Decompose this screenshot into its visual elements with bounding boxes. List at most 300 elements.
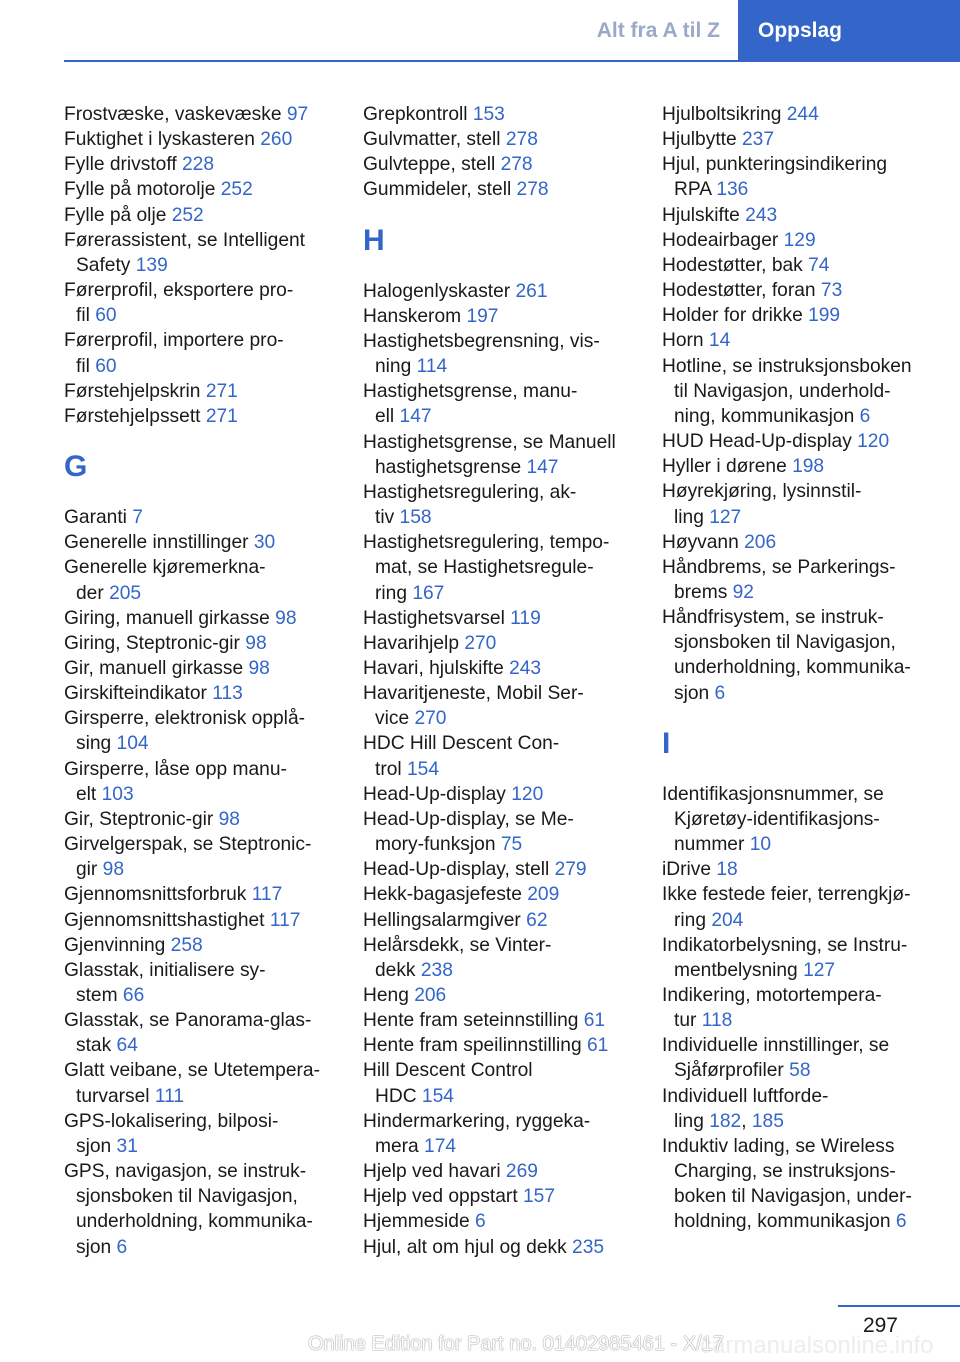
index-entry bbox=[64, 1159, 339, 1260]
entry-text: Havari, hjulskifte bbox=[363, 657, 510, 679]
page-reference-link[interactable]: 174 bbox=[424, 1135, 457, 1157]
entry-text: Charging, se instruksjons- bbox=[674, 1161, 896, 1183]
index-entry bbox=[662, 127, 937, 152]
index-entry bbox=[662, 1033, 937, 1083]
index-entry bbox=[64, 177, 339, 202]
entry-text: Garanti bbox=[64, 507, 133, 529]
entry-text: Frostvæske, vaskevæske bbox=[64, 104, 287, 125]
entry-text: Hjelp ved oppstart bbox=[363, 1186, 523, 1208]
page-reference-link[interactable]: 204 bbox=[711, 909, 744, 931]
page-reference-link[interactable]: 98 bbox=[245, 632, 267, 654]
entry-text: Førerassistent, se Intelligent bbox=[64, 229, 306, 251]
index-entry bbox=[64, 757, 339, 807]
page-reference-link[interactable]: 64 bbox=[116, 1035, 138, 1057]
index-entry bbox=[363, 882, 638, 907]
index-entry bbox=[64, 228, 339, 278]
page-reference-link[interactable]: 147 bbox=[526, 456, 559, 478]
page-reference-link[interactable]: 271 bbox=[205, 405, 238, 427]
entry-text: Hastighetsregulering, ak- bbox=[363, 481, 577, 503]
page-reference-link[interactable]: 6 bbox=[859, 405, 871, 427]
entry-text: Safety bbox=[76, 254, 136, 276]
entry-text: RPA bbox=[674, 179, 717, 201]
page-reference-link[interactable]: 185 bbox=[751, 1110, 784, 1132]
entry-text: Gir, Steptronic-gir bbox=[64, 808, 219, 830]
index-column-3 bbox=[662, 102, 937, 1235]
page-reference-link[interactable]: 6 bbox=[116, 1236, 128, 1258]
entry-text: mera bbox=[375, 1135, 425, 1157]
entry-text: Hanskerom bbox=[363, 305, 467, 327]
entry-text: vice bbox=[375, 708, 415, 730]
index-entry bbox=[64, 1058, 339, 1108]
entry-text: ell bbox=[375, 406, 400, 428]
entry-text: Hente fram speilinnstilling bbox=[363, 1035, 587, 1057]
entry-text: Giring, manuell girkasse bbox=[64, 607, 276, 629]
page-reference-link[interactable]: 243 bbox=[745, 204, 778, 226]
entry-text: Høyrekjøring, lysinnstil- bbox=[662, 481, 862, 503]
entry-text: Hindermarkering, ryggeka- bbox=[363, 1110, 591, 1132]
index-entry bbox=[363, 857, 638, 882]
index-entry bbox=[363, 1159, 638, 1184]
index-entry bbox=[64, 908, 339, 933]
page-reference-link[interactable]: 62 bbox=[526, 909, 548, 931]
entry-text: Gummideler, stell bbox=[363, 179, 517, 201]
index-entry bbox=[64, 933, 339, 958]
index-entry bbox=[662, 354, 937, 429]
page-reference-link[interactable]: 6 bbox=[714, 682, 726, 704]
page-reference-link[interactable]: 104 bbox=[116, 733, 149, 755]
page-reference-link[interactable]: 75 bbox=[500, 834, 523, 856]
page-reference-link[interactable]: 271 bbox=[205, 380, 238, 402]
entry-text: Heng bbox=[363, 985, 415, 1006]
entry-text: Head-Up-display, stell bbox=[363, 859, 555, 881]
index-entry bbox=[64, 555, 339, 605]
index-entry bbox=[363, 304, 638, 329]
header-divider bbox=[64, 60, 960, 62]
index-column-2 bbox=[363, 102, 638, 1260]
page-reference-link[interactable]: 30 bbox=[253, 532, 276, 554]
entry-text: Grepkontroll bbox=[363, 104, 473, 125]
entry-text: Hjemmeside bbox=[363, 1211, 475, 1233]
entry-text: Ikke festede feier, terrengkjø- bbox=[662, 884, 911, 906]
index-entry bbox=[64, 203, 339, 228]
entry-text: turvarsel bbox=[76, 1085, 155, 1107]
index-entry bbox=[363, 379, 638, 429]
page-reference-link[interactable]: 61 bbox=[583, 1010, 606, 1032]
entry-text: Førerprofil, eksportere pro- bbox=[64, 280, 294, 302]
entry-text: Førerprofil, importere pro- bbox=[64, 330, 284, 352]
entry-text: til Navigasjon, underhold- bbox=[674, 380, 891, 402]
watermark: carmanualsonline.info bbox=[700, 1332, 934, 1359]
page-reference-link[interactable]: 209 bbox=[527, 884, 560, 906]
index-entry bbox=[662, 933, 937, 983]
index-entry bbox=[64, 606, 339, 631]
page-header bbox=[0, 0, 960, 62]
index-entry bbox=[363, 681, 638, 731]
entry-text: Indikering, motortempera- bbox=[662, 985, 882, 1006]
index-entry bbox=[363, 329, 638, 379]
entry-text: ling bbox=[674, 1110, 710, 1132]
page-reference-link[interactable]: 278 bbox=[516, 179, 549, 201]
entry-text: Indikatorbelysning, se Instru- bbox=[662, 934, 908, 956]
page-reference-link[interactable]: 73 bbox=[820, 280, 843, 302]
page-reference-link[interactable]: 199 bbox=[808, 305, 841, 327]
index-entry bbox=[662, 605, 937, 706]
entry-text: ring bbox=[674, 909, 712, 931]
entry-text: Sjåførprofiler bbox=[674, 1060, 790, 1082]
entry-text: Hodestøtter, bak bbox=[662, 254, 809, 276]
entry-text: Gir, manuell girkasse bbox=[64, 657, 249, 679]
entry-text: , bbox=[741, 1110, 752, 1132]
entry-text: GPS, navigasjon, se instruk- bbox=[64, 1161, 307, 1183]
page-reference-link[interactable]: 278 bbox=[505, 129, 538, 151]
index-entry bbox=[64, 958, 339, 1008]
entry-text: Giring, Steptronic-gir bbox=[64, 632, 246, 654]
index-entry bbox=[662, 303, 937, 328]
page-reference-link[interactable]: 206 bbox=[414, 985, 447, 1006]
page-reference-link[interactable]: 238 bbox=[420, 959, 453, 981]
entry-text: mory-funksjon bbox=[375, 834, 501, 856]
index-entry bbox=[363, 908, 638, 933]
entry-text: Hjulskifte bbox=[662, 204, 746, 226]
entry-text: stak bbox=[76, 1035, 117, 1057]
index-entry bbox=[363, 933, 638, 983]
entry-text: Hellingsalarmgiver bbox=[363, 909, 527, 931]
page-reference-link[interactable]: 270 bbox=[464, 632, 497, 654]
index-entry bbox=[363, 1008, 638, 1033]
page-reference-link[interactable]: 228 bbox=[182, 154, 215, 176]
entry-text: Gjennomsnittshastighet bbox=[64, 909, 270, 931]
index-entry bbox=[363, 1209, 638, 1234]
page-reference-link[interactable]: 127 bbox=[803, 959, 836, 981]
entry-text: ling bbox=[674, 506, 710, 528]
entry-text: mat, se Hastighetsregule- bbox=[375, 557, 594, 579]
entry-text: Hastighetsregulering, tempo- bbox=[363, 532, 610, 554]
index-entry bbox=[363, 731, 638, 781]
entry-text: Holder for drikke bbox=[662, 305, 809, 327]
index-entry bbox=[64, 102, 339, 127]
index-letter-heading: I bbox=[662, 726, 671, 760]
entry-text: Fylle på motorolje bbox=[64, 179, 221, 201]
entry-text: dekk bbox=[375, 959, 421, 981]
page-reference-link[interactable]: 136 bbox=[716, 179, 749, 201]
index-entry bbox=[363, 430, 638, 480]
page-reference-link[interactable]: 58 bbox=[789, 1060, 811, 1082]
page-reference-link[interactable]: 98 bbox=[248, 657, 270, 679]
entry-text: Gjennomsnittsforbruk bbox=[64, 884, 252, 906]
entry-text: gir bbox=[76, 859, 103, 881]
entry-text: Glasstak, se Panorama-glas- bbox=[64, 1010, 312, 1032]
page-reference-link[interactable]: 270 bbox=[414, 708, 447, 730]
index-entry bbox=[662, 530, 937, 555]
page-reference-link[interactable]: 111 bbox=[154, 1085, 185, 1107]
entry-text: Fuktighet i lyskasteren bbox=[64, 129, 261, 151]
page-reference-link[interactable]: 6 bbox=[474, 1211, 486, 1233]
entry-text: Gjenvinning bbox=[64, 934, 171, 956]
index-entry bbox=[363, 279, 638, 304]
entry-text: Hekk-bagasjefeste bbox=[363, 884, 528, 906]
page-reference-link[interactable]: 269 bbox=[505, 1161, 538, 1183]
entry-text: HDC Hill Descent Con- bbox=[363, 733, 560, 755]
entry-text: fil bbox=[76, 305, 96, 327]
page-reference-link[interactable]: 31 bbox=[116, 1135, 138, 1157]
entry-text: Girsperre, låse opp manu- bbox=[64, 758, 287, 780]
entry-text: Håndfrisystem, se instruk- bbox=[662, 607, 884, 629]
entry-text: GPS-lokalisering, bilposi- bbox=[64, 1110, 279, 1132]
index-entry bbox=[363, 656, 638, 681]
index-entry bbox=[363, 1235, 638, 1260]
section-tab: Alt fra A til Z bbox=[578, 0, 738, 62]
page-reference-link[interactable]: 260 bbox=[260, 129, 293, 151]
index-entry bbox=[64, 656, 339, 681]
page-reference-link[interactable]: 120 bbox=[511, 783, 544, 805]
page-reference-link[interactable]: 113 bbox=[212, 683, 243, 705]
page-reference-link[interactable]: 147 bbox=[399, 406, 432, 428]
page-reference-link[interactable]: 252 bbox=[171, 204, 204, 226]
index-entry bbox=[363, 1184, 638, 1209]
index-entry bbox=[662, 429, 937, 454]
page-reference-link[interactable]: 127 bbox=[709, 506, 742, 528]
entry-text: Førstehjelpssett bbox=[64, 405, 206, 427]
edition-note: Online Edition for Part no. 01402985461 - X/17 bbox=[308, 1333, 724, 1355]
index-entry bbox=[363, 807, 638, 857]
page-reference-link[interactable]: 118 bbox=[701, 1010, 733, 1032]
page-reference-link[interactable]: 153 bbox=[472, 104, 505, 125]
page-reference-link[interactable]: 60 bbox=[95, 305, 117, 327]
page-reference-link[interactable]: 61 bbox=[586, 1035, 609, 1057]
entry-text: Hyller i dørene bbox=[662, 456, 793, 478]
entry-text: HDC bbox=[375, 1085, 422, 1107]
entry-text: ring bbox=[375, 582, 413, 604]
entry-text: Helårsdekk, se Vinter- bbox=[363, 934, 552, 956]
entry-text: sjon bbox=[76, 1135, 117, 1157]
page-reference-link[interactable]: 97 bbox=[286, 104, 309, 125]
page-reference-link[interactable]: 154 bbox=[421, 1085, 454, 1107]
page-number: 297 bbox=[862, 1314, 898, 1337]
index-entry bbox=[363, 480, 638, 530]
entry-text: ning, kommunikasjon bbox=[674, 405, 860, 427]
index-entry bbox=[64, 1008, 339, 1058]
page-reference-link[interactable]: 197 bbox=[466, 305, 499, 327]
entry-text: Halogenlyskaster bbox=[363, 280, 516, 302]
page-reference-link[interactable]: 117 bbox=[269, 909, 301, 931]
chapter-tab: Oppslag bbox=[738, 0, 960, 62]
page-reference-link[interactable]: 261 bbox=[515, 280, 548, 302]
index-entry bbox=[662, 555, 937, 605]
index-letter-heading: H bbox=[363, 223, 385, 257]
index-entry bbox=[662, 102, 937, 127]
page-reference-link[interactable]: 98 bbox=[218, 808, 240, 830]
index-entry bbox=[64, 631, 339, 656]
footer-divider bbox=[838, 1305, 960, 1307]
index-entry bbox=[662, 857, 937, 882]
index-entry bbox=[363, 1109, 638, 1159]
entry-text: Individuell luftforde- bbox=[662, 1085, 829, 1107]
page-reference-link[interactable]: 205 bbox=[109, 582, 142, 604]
index-entry bbox=[662, 328, 937, 353]
index-entry bbox=[662, 1084, 937, 1134]
index-entry bbox=[662, 983, 937, 1033]
entry-text: Hjulboltsikring bbox=[662, 104, 787, 125]
entry-text: Hodeairbager bbox=[662, 229, 784, 251]
page-reference-link[interactable]: 7 bbox=[132, 507, 143, 529]
index-entry bbox=[662, 1134, 937, 1235]
page-reference-link[interactable]: 243 bbox=[509, 657, 542, 679]
page-reference-link[interactable]: 198 bbox=[792, 456, 825, 478]
index-entry bbox=[64, 278, 339, 328]
page-reference-link[interactable]: 114 bbox=[416, 356, 448, 378]
entry-text: Hjulbytte bbox=[662, 129, 742, 151]
page-reference-link[interactable]: 279 bbox=[554, 859, 587, 881]
index-entry bbox=[363, 127, 638, 152]
entry-text: Hastighetsbegrensning, vis- bbox=[363, 330, 600, 352]
entry-text: holdning, kommunikasjon bbox=[674, 1211, 896, 1233]
entry-text: Induktiv lading, se Wireless bbox=[662, 1135, 895, 1157]
page-reference-link[interactable]: 129 bbox=[783, 229, 816, 251]
index-entry bbox=[662, 203, 937, 228]
index-entry bbox=[64, 505, 339, 530]
index-entry bbox=[363, 102, 638, 127]
index-entry bbox=[662, 782, 937, 857]
index-entry bbox=[363, 177, 638, 202]
index-entry bbox=[64, 681, 339, 706]
index-entry bbox=[662, 882, 937, 932]
entry-text: iDrive bbox=[662, 859, 717, 881]
index-entry bbox=[662, 479, 937, 529]
index-entry bbox=[363, 606, 638, 631]
index-letter-heading: G bbox=[64, 450, 88, 484]
entry-text: underholdning, kommunika- bbox=[76, 1211, 313, 1233]
entry-text: Girsperre, elektronisk opplå- bbox=[64, 708, 306, 730]
entry-text: hastighetsgrense bbox=[375, 456, 527, 478]
page-reference-link[interactable]: 117 bbox=[251, 884, 283, 906]
index-entry bbox=[64, 127, 339, 152]
entry-text: Gulvteppe, stell bbox=[363, 154, 501, 176]
entry-text: Head-Up-display bbox=[363, 783, 512, 805]
entry-text: Havaritjeneste, Mobil Ser- bbox=[363, 683, 584, 705]
index-entry bbox=[64, 530, 339, 555]
entry-text: sjonsboken til Navigasjon, bbox=[674, 632, 896, 654]
page-reference-link[interactable]: 167 bbox=[412, 582, 445, 604]
entry-text: Havarihjelp bbox=[363, 632, 465, 654]
entry-text: Hjul, punkteringsindikering bbox=[662, 154, 888, 176]
page-reference-link[interactable]: 278 bbox=[500, 154, 533, 176]
entry-text: Kjøretøy-identifikasjons- bbox=[674, 808, 880, 830]
entry-text: sing bbox=[76, 733, 117, 755]
page-reference-link[interactable]: 66 bbox=[122, 985, 145, 1006]
index-entry bbox=[64, 1109, 339, 1159]
page-reference-link[interactable]: 139 bbox=[135, 254, 168, 276]
index-entry bbox=[64, 404, 339, 429]
entry-text: brems bbox=[674, 581, 733, 603]
page-reference-link[interactable]: 158 bbox=[399, 507, 432, 529]
entry-text: Horn bbox=[662, 330, 709, 352]
page-reference-link[interactable]: 120 bbox=[857, 431, 890, 453]
entry-text: Individuelle innstillinger, se bbox=[662, 1035, 890, 1057]
entry-text: Høyvann bbox=[662, 531, 745, 553]
entry-text: boken til Navigasjon, under- bbox=[674, 1186, 912, 1208]
page-reference-link[interactable]: 98 bbox=[275, 607, 297, 629]
page-reference-link[interactable]: 258 bbox=[170, 934, 203, 956]
entry-text: trol bbox=[375, 758, 407, 780]
index-entry bbox=[662, 454, 937, 479]
entry-text: der bbox=[76, 582, 110, 604]
page-reference-link[interactable]: 14 bbox=[708, 330, 731, 352]
page-reference-link[interactable]: 98 bbox=[102, 859, 124, 881]
entry-text: ning bbox=[375, 356, 417, 378]
page-reference-link[interactable]: 182 bbox=[709, 1110, 742, 1132]
page-reference-link[interactable]: 244 bbox=[786, 104, 819, 125]
page-reference-link[interactable]: 74 bbox=[808, 254, 830, 276]
page-reference-link[interactable]: 10 bbox=[749, 834, 772, 856]
entry-text: Fylle på olje bbox=[64, 204, 172, 226]
index-entry bbox=[662, 278, 937, 303]
index-entry bbox=[363, 782, 638, 807]
entry-text: sjonsboken til Navigasjon, bbox=[76, 1186, 298, 1208]
entry-text: Glasstak, initialisere sy- bbox=[64, 959, 266, 981]
entry-text: sjon bbox=[76, 1236, 117, 1258]
entry-text: Hastighetsgrense, se Manuell bbox=[363, 431, 616, 453]
entry-text: elt bbox=[76, 783, 102, 805]
index-entry bbox=[363, 631, 638, 656]
page-reference-link[interactable]: 103 bbox=[101, 783, 134, 805]
entry-text: Hill Descent Control bbox=[363, 1060, 533, 1082]
index-entry bbox=[64, 706, 339, 756]
entry-text: Generelle innstillinger bbox=[64, 532, 254, 554]
page-reference-link[interactable]: 6 bbox=[895, 1211, 907, 1233]
index-entry bbox=[363, 983, 638, 1008]
page-reference-link[interactable]: 252 bbox=[220, 179, 253, 201]
entry-text: Hastighetsvarsel bbox=[363, 607, 511, 629]
entry-text: mentbelysning bbox=[674, 959, 804, 981]
entry-text: Fylle drivstoff bbox=[64, 154, 183, 176]
entry-text: Førstehjelpskrin bbox=[64, 380, 206, 402]
page-reference-link[interactable]: 18 bbox=[716, 859, 738, 881]
entry-text: Hodestøtter, foran bbox=[662, 280, 821, 302]
entry-text: nummer bbox=[674, 834, 750, 856]
page-reference-link[interactable]: 119 bbox=[510, 607, 541, 629]
entry-text: Hjelp ved havari bbox=[363, 1161, 506, 1183]
page-reference-link[interactable]: 206 bbox=[744, 531, 777, 553]
entry-text: Gulvmatter, stell bbox=[363, 129, 506, 151]
index-entry bbox=[363, 1033, 638, 1058]
entry-text: Head-Up-display, se Me- bbox=[363, 808, 574, 830]
index-entry bbox=[363, 530, 638, 605]
page-reference-link[interactable]: 92 bbox=[732, 581, 754, 603]
entry-text: Identifikasjonsnummer, se bbox=[662, 783, 884, 805]
entry-text: Girskifteindikator bbox=[64, 683, 213, 705]
entry-text: Hotline, se instruksjonsboken bbox=[662, 355, 912, 377]
page-reference-link[interactable]: 235 bbox=[572, 1236, 605, 1258]
page-reference-link[interactable]: 60 bbox=[95, 355, 117, 377]
entry-text: Hastighetsgrense, manu- bbox=[363, 381, 578, 403]
index-entry bbox=[64, 328, 339, 378]
entry-text: Generelle kjøremerkna- bbox=[64, 557, 266, 579]
page-reference-link[interactable]: 237 bbox=[741, 129, 774, 151]
entry-text: Girvelgerspak, se Steptronic- bbox=[64, 834, 312, 856]
index-column-1 bbox=[64, 102, 339, 1260]
index-entry bbox=[64, 832, 339, 882]
entry-text: tiv bbox=[375, 507, 400, 529]
page-reference-link[interactable]: 154 bbox=[407, 758, 440, 780]
entry-text: Hente fram seteinnstilling bbox=[363, 1010, 584, 1032]
page-reference-link[interactable]: 157 bbox=[522, 1186, 555, 1208]
entry-text: Glatt veibane, se Utetempera- bbox=[64, 1060, 320, 1082]
index-entry bbox=[662, 253, 937, 278]
entry-text: Hjul, alt om hjul og dekk bbox=[363, 1236, 573, 1258]
entry-text: sjon bbox=[674, 682, 715, 704]
entry-text: stem bbox=[76, 985, 123, 1006]
entry-text: underholdning, kommunika- bbox=[674, 657, 911, 679]
